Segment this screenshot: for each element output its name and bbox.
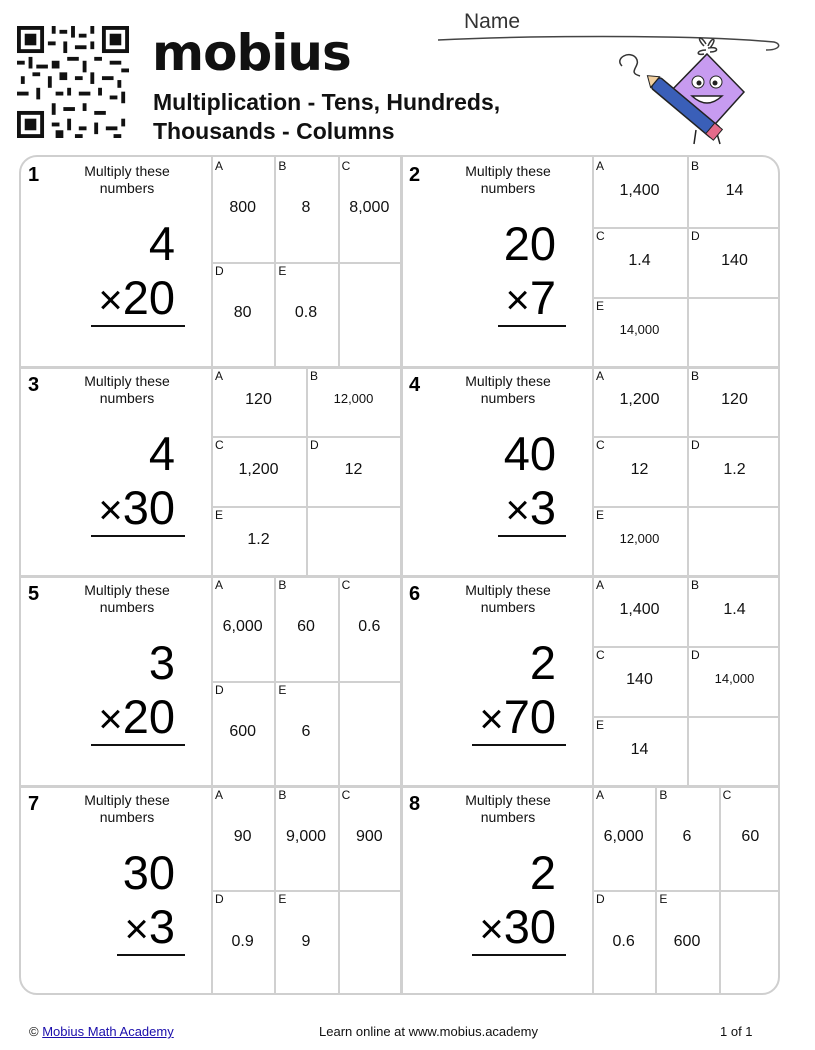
option-a[interactable] <box>211 786 274 891</box>
question-7 <box>21 786 401 996</box>
multiplication-problem <box>426 217 556 327</box>
question-number: 3 <box>28 373 40 396</box>
option-value: 12,000 <box>619 531 660 547</box>
multiplier-value: 3 <box>148 899 175 953</box>
option-letter: B <box>310 368 319 383</box>
option-e[interactable] <box>655 890 718 995</box>
option-b[interactable] <box>274 157 337 262</box>
option-c[interactable] <box>338 786 401 891</box>
option-letter: A <box>596 787 605 802</box>
multiplier-value: 3 <box>529 480 556 534</box>
option-value: 60 <box>297 618 315 636</box>
question-instruction: Multiply these numbers <box>84 791 170 825</box>
option-letter: A <box>596 159 605 173</box>
option-letter: A <box>215 159 224 173</box>
question-instruction: Multiply these numbers <box>84 163 170 196</box>
option-letter: E <box>278 892 287 907</box>
option-value: 1.4 <box>628 251 651 269</box>
option-value: 8 <box>301 199 311 217</box>
times-sign: × <box>98 695 123 742</box>
question-instruction: Multiply these numbers <box>465 791 551 825</box>
grid-divider <box>21 366 780 369</box>
option-letter: B <box>278 159 287 173</box>
option-d[interactable] <box>306 436 401 506</box>
option-c[interactable] <box>211 436 306 506</box>
question-number: 2 <box>409 164 421 186</box>
page-title <box>153 88 573 146</box>
option-letter: C <box>341 787 351 802</box>
option-letter: E <box>596 717 605 732</box>
option-value: 6 <box>682 827 692 845</box>
question-instruction: Multiply these numbers <box>465 582 551 615</box>
option-value: 80 <box>233 304 252 322</box>
option-a[interactable] <box>211 576 274 681</box>
multiplicand: 20 <box>503 217 556 270</box>
answer-line <box>91 325 185 327</box>
option-letter: A <box>596 578 605 592</box>
option-value: 8,000 <box>349 199 390 217</box>
multiplication-problem <box>426 427 556 537</box>
option-value: 9,000 <box>285 827 327 845</box>
footer-page: 1 of 1 <box>720 1024 753 1039</box>
question-number: 8 <box>409 792 421 815</box>
times-sign: × <box>479 695 504 742</box>
option-e[interactable] <box>592 716 687 786</box>
title-line-1: Multiplication - Tens, Hundreds, <box>153 89 501 115</box>
option-letter: D <box>691 438 700 453</box>
option-c[interactable] <box>338 157 401 262</box>
times-sign: × <box>505 276 530 323</box>
option-e[interactable] <box>274 890 337 995</box>
option-value: 14 <box>725 181 744 199</box>
option-letter: E <box>596 508 605 523</box>
option-letter: E <box>278 682 287 697</box>
times-sign: × <box>505 485 530 533</box>
option-value: 140 <box>721 251 748 269</box>
question-number: 5 <box>28 583 40 605</box>
option-letter: D <box>596 892 605 907</box>
option-c[interactable] <box>338 576 401 681</box>
option-letter: E <box>596 298 605 313</box>
multiplicand: 2 <box>529 845 556 899</box>
option-letter: A <box>215 787 224 802</box>
option-letter: D <box>215 263 224 278</box>
option-d[interactable] <box>211 262 274 367</box>
option-a[interactable] <box>592 367 687 437</box>
option-b[interactable] <box>655 786 718 891</box>
option-value: 140 <box>626 670 653 688</box>
answer-line <box>91 744 185 746</box>
question-grid <box>19 155 780 995</box>
answer-line <box>472 954 566 956</box>
multiplicand: 4 <box>148 217 175 270</box>
question-3 <box>21 367 401 577</box>
option-letter: C <box>596 438 605 453</box>
option-b[interactable] <box>274 576 337 681</box>
option-a[interactable] <box>592 786 655 891</box>
option-value: 1,200 <box>619 391 660 409</box>
option-letter: B <box>278 578 287 592</box>
times-sign: × <box>124 904 149 952</box>
option-b[interactable] <box>306 367 401 437</box>
option-value: 60 <box>741 827 760 845</box>
option-value: 6,000 <box>222 618 263 636</box>
option-letter: A <box>215 368 224 383</box>
title-line-2: Thousands - Columns <box>153 118 395 144</box>
option-a[interactable] <box>592 576 687 646</box>
mobius-academy-link[interactable]: Mobius Math Academy <box>42 1024 174 1039</box>
multiplier-value: 20 <box>122 271 175 324</box>
question-4 <box>402 367 780 577</box>
option-value: 6 <box>301 723 311 741</box>
option-d[interactable] <box>592 890 655 995</box>
option-value: 0.9 <box>231 932 254 950</box>
multiplier <box>426 481 556 537</box>
option-b[interactable] <box>687 367 780 437</box>
option-value: 120 <box>245 391 272 409</box>
option-letter: E <box>278 263 287 278</box>
option-e[interactable] <box>592 506 687 576</box>
multiplicand: 3 <box>148 636 175 689</box>
option-letter: E <box>659 892 668 907</box>
option-letter: C <box>596 647 605 662</box>
option-letter: C <box>722 787 732 802</box>
option-letter: E <box>215 508 224 523</box>
option-value: 1,400 <box>619 181 660 199</box>
option-c[interactable] <box>592 227 687 297</box>
multiplier-value: 30 <box>503 899 556 953</box>
option-a[interactable] <box>211 367 306 437</box>
multiplication-problem <box>426 636 556 746</box>
option-letter: B <box>691 159 700 173</box>
option-value: 12 <box>630 461 649 479</box>
option-value: 1.4 <box>723 600 746 618</box>
option-a[interactable] <box>211 157 274 262</box>
times-sign: × <box>98 276 123 323</box>
question-6 <box>402 576 780 786</box>
option-value: 800 <box>229 199 257 217</box>
option-value: 12,000 <box>333 391 374 407</box>
option-value: 6,000 <box>603 827 644 845</box>
option-c[interactable] <box>719 786 780 891</box>
option-value: 120 <box>721 391 748 409</box>
option-d[interactable] <box>211 890 274 995</box>
times-sign: × <box>479 904 504 952</box>
option-letter: B <box>278 787 287 802</box>
multiplication-problem <box>45 846 175 956</box>
option-letter: D <box>215 682 224 697</box>
times-sign: × <box>98 485 123 533</box>
option-value: 14 <box>630 740 649 758</box>
multiplier-value: 30 <box>122 480 175 534</box>
multiplicand: 4 <box>148 426 175 480</box>
multiplicand: 30 <box>122 845 175 899</box>
multiplier-value: 70 <box>503 690 556 743</box>
option-value: 0.6 <box>612 932 635 950</box>
option-b[interactable] <box>274 786 337 891</box>
option-value: 90 <box>233 827 252 845</box>
option-b[interactable] <box>687 157 780 227</box>
multiplier <box>426 900 556 956</box>
multiplier-value: 20 <box>122 690 175 743</box>
option-value: 12 <box>344 461 363 479</box>
answer-line <box>498 535 566 537</box>
option-e[interactable] <box>274 262 337 367</box>
question-5 <box>21 576 401 786</box>
multiplication-problem <box>426 846 556 956</box>
multiplication-problem <box>45 636 175 746</box>
mobius-logo <box>152 22 351 82</box>
multiplier <box>45 900 175 956</box>
multiplier <box>45 271 175 327</box>
question-instruction: Multiply these numbers <box>84 372 170 406</box>
option-letter: C <box>596 228 605 243</box>
multiplier <box>45 481 175 537</box>
option-d[interactable] <box>687 436 780 506</box>
option-value: 1,400 <box>619 600 660 618</box>
question-number: 1 <box>28 164 40 186</box>
answer-line <box>472 744 566 746</box>
option-value: 600 <box>673 932 701 950</box>
mascot-illustration <box>612 36 752 156</box>
option-letter: D <box>310 438 319 453</box>
option-value: 9 <box>301 932 311 950</box>
question-instruction: Multiply these numbers <box>465 372 551 406</box>
option-b[interactable] <box>687 576 780 646</box>
multiplier <box>426 271 556 327</box>
option-value: 0.8 <box>294 304 318 322</box>
option-value: 900 <box>355 827 383 845</box>
multiplication-problem <box>45 427 175 537</box>
question-number: 4 <box>409 373 421 396</box>
option-value: 0.6 <box>358 618 381 636</box>
question-instruction: Multiply these numbers <box>84 582 170 615</box>
footer-center: Learn online at www.mobius.academy <box>319 1024 538 1039</box>
footer-copyright <box>29 1024 174 1039</box>
multiplier <box>426 690 556 746</box>
option-letter: C <box>215 438 224 453</box>
option-value: 1.2 <box>723 461 746 479</box>
grid-divider <box>21 785 780 788</box>
option-letter: C <box>341 159 351 173</box>
option-value: 14,000 <box>619 321 660 337</box>
multiplier-value: 7 <box>529 271 556 324</box>
grid-divider <box>21 575 780 578</box>
question-number: 6 <box>409 583 421 605</box>
name-label: Name <box>464 10 521 33</box>
option-d[interactable] <box>687 646 780 716</box>
option-c[interactable] <box>592 436 687 506</box>
answer-line <box>91 535 185 537</box>
question-1 <box>21 157 401 367</box>
qr-code <box>17 26 129 138</box>
copyright-symbol: © <box>29 1024 39 1039</box>
answer-line <box>117 954 185 956</box>
multiplier <box>45 690 175 746</box>
option-letter: D <box>215 892 224 907</box>
option-value: 600 <box>229 723 257 741</box>
option-c[interactable] <box>592 646 687 716</box>
question-number: 7 <box>28 792 40 815</box>
question-8 <box>402 786 780 996</box>
option-letter: A <box>596 368 605 383</box>
option-letter: D <box>691 228 700 243</box>
option-e[interactable] <box>274 681 337 786</box>
option-value: 1,200 <box>238 461 279 479</box>
option-letter: B <box>691 578 700 592</box>
option-letter: B <box>691 368 700 383</box>
option-letter: A <box>215 578 224 592</box>
option-a[interactable] <box>592 157 687 227</box>
option-e[interactable] <box>211 506 306 576</box>
option-letter: B <box>659 787 668 802</box>
multiplication-problem <box>45 217 175 327</box>
multiplicand: 40 <box>503 426 556 480</box>
option-value: 1.2 <box>247 531 270 549</box>
question-instruction: Multiply these numbers <box>465 163 551 196</box>
answer-line <box>498 325 566 327</box>
multiplicand: 2 <box>529 636 556 689</box>
question-2 <box>402 157 780 367</box>
option-d[interactable] <box>687 227 780 297</box>
option-e[interactable] <box>592 297 687 367</box>
option-letter: C <box>341 578 351 592</box>
option-letter: D <box>691 647 700 662</box>
option-value: 14,000 <box>714 670 755 686</box>
option-d[interactable] <box>211 681 274 786</box>
logo-text: mobius <box>152 24 351 82</box>
